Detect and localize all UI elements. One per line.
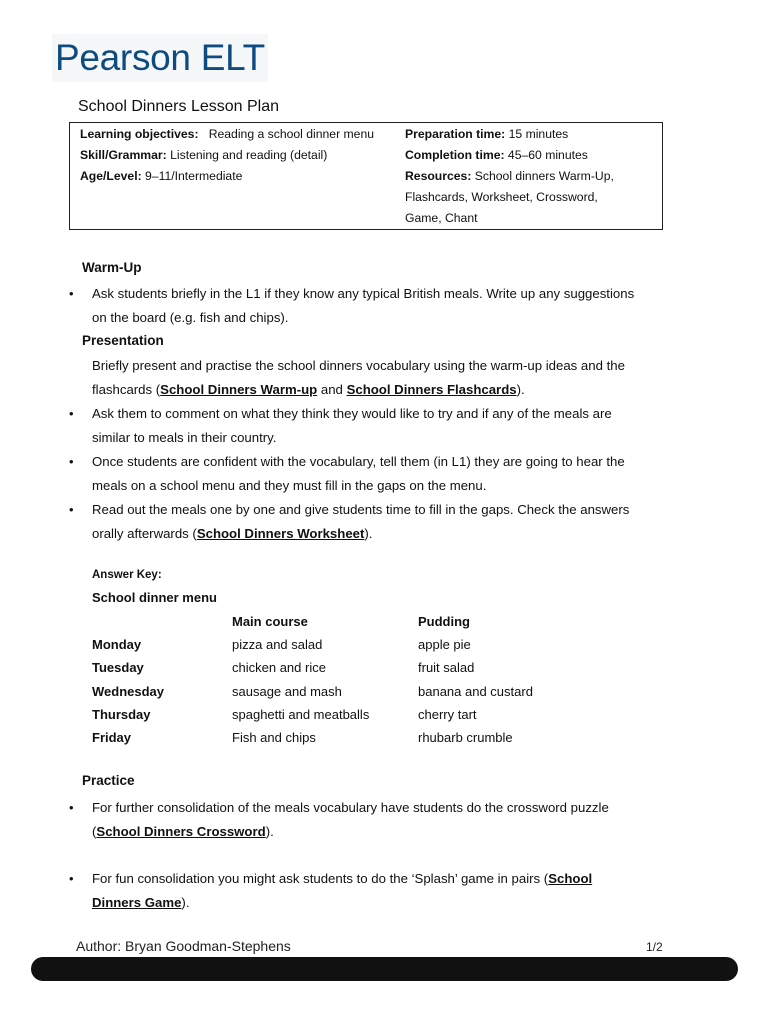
skill-value: Listening and reading (detail) (170, 148, 328, 162)
resources-label: Resources: (405, 169, 472, 183)
main-cell: pizza and salad (232, 637, 323, 653)
text-line (92, 378, 692, 402)
practice-heading: Practice (82, 773, 135, 788)
flashcards-resource-link[interactable]: School Dinners Flashcards (346, 382, 517, 397)
text-fragment: ). (181, 895, 190, 910)
presentation-bullet-2 (92, 450, 692, 498)
table-row (92, 726, 618, 749)
text-line (92, 820, 692, 844)
table-row (92, 680, 618, 703)
bullet-dot: • (69, 454, 74, 469)
age-line (80, 166, 400, 187)
text-line: meals on a school menu and they must fill in the gaps on the menu. (92, 478, 487, 493)
text-fragment: flashcards ( (92, 382, 161, 397)
table-row (92, 633, 618, 656)
text-fragment: For fun consolidation you might ask students to do the ‘Splash’ game in pairs ( (92, 871, 549, 886)
resources-line-2: Flashcards, Worksheet, Crossword, (405, 190, 598, 204)
text-line: Read out the meals one by one and give students time to fill in the gaps. Check the answers (92, 502, 630, 517)
main-cell: sausage and mash (232, 683, 342, 699)
bullet-dot: • (69, 502, 74, 517)
info-right-column (405, 124, 655, 229)
text-line: Briefly present and practise the school dinners vocabulary using the warm-up ideas and the (92, 358, 625, 373)
text-line (92, 522, 692, 546)
practice-bullet-1 (92, 796, 692, 844)
worksheet-resource-link[interactable]: School Dinners Worksheet (196, 526, 365, 541)
text-line: Once students are confident with the vocabulary, tell them (in L1) they are going to hear the (92, 454, 625, 469)
completion-value: 45–60 minutes (507, 148, 588, 162)
pearson-logo: Pearson ELT (52, 34, 268, 82)
text-line: on the board (e.g. fish and chips). (92, 310, 289, 325)
day-cell: Tuesday (92, 660, 144, 676)
objectives-label: Learning objectives: (80, 127, 199, 141)
crossword-resource-link[interactable]: School Dinners Crossword (96, 824, 266, 839)
main-cell: Fish and chips (232, 730, 316, 746)
text-fragment: ). (516, 382, 525, 397)
text-fragment: ( (92, 824, 97, 839)
game-resource-link[interactable]: School (548, 871, 593, 886)
table-row (92, 703, 618, 726)
page-number: 1/2 (646, 940, 663, 954)
prep-label: Preparation time: (405, 127, 506, 141)
pudding-cell: cherry tart (418, 706, 477, 722)
day-cell: Thursday (92, 706, 151, 722)
menu-title: School dinner menu (92, 590, 217, 605)
resources-line-3: Game, Chant (405, 211, 478, 225)
text-line: Ask them to comment on what they think they would like to try and if any of the meals are (92, 406, 612, 421)
text-line: Ask students briefly in the L1 if they know any typical British meals. Write up any suggestions (92, 286, 635, 301)
text-fragment: and (317, 382, 347, 397)
lesson-info-box (69, 122, 663, 230)
main-cell: spaghetti and meatballs (232, 706, 370, 722)
age-label: Age/Level: (80, 169, 142, 183)
text-fragment: ). (364, 526, 373, 541)
document-title: School Dinners Lesson Plan (78, 98, 280, 115)
answer-key-table (92, 610, 618, 749)
practice-bullet-2 (92, 867, 692, 915)
completion-label: Completion time: (405, 148, 505, 162)
footer-bar (31, 957, 738, 981)
objectives-value: Reading a school dinner menu (208, 127, 375, 141)
game-resource-link[interactable]: Dinners Game (92, 895, 182, 910)
info-left-column (80, 124, 400, 187)
text-line (92, 891, 692, 915)
presentation-bullet-1 (92, 402, 692, 450)
pudding-cell: rhubarb crumble (418, 730, 513, 746)
bullet-dot: • (69, 286, 74, 301)
bullet-dot: • (69, 406, 74, 421)
age-value: 9–11/Intermediate (145, 169, 243, 183)
warmup-heading: Warm-Up (82, 260, 142, 275)
skill-label: Skill/Grammar: (80, 148, 167, 162)
day-cell: Friday (92, 730, 132, 746)
day-cell: Wednesday (92, 683, 165, 699)
text-line: similar to meals in their country. (92, 430, 277, 445)
pudding-header: Pudding (418, 614, 470, 630)
day-column-header (92, 610, 232, 633)
objectives-line (80, 124, 400, 145)
text-line (92, 867, 692, 891)
prep-value: 15 minutes (508, 127, 569, 141)
table-header-row (92, 610, 618, 633)
day-cell: Monday (92, 637, 142, 653)
main-course-header: Main course (232, 614, 308, 630)
answer-key-label: Answer Key: (92, 569, 162, 581)
text-fragment: ). (265, 824, 274, 839)
presentation-paragraph (92, 354, 692, 402)
text-line: For further consolidation of the meals vocabulary have students do the crossword puzzle (92, 800, 609, 815)
bullet-dot: • (69, 871, 74, 886)
text-fragment: orally afterwards ( (92, 526, 197, 541)
warmup-resource-link[interactable]: School Dinners Warm-up (160, 382, 318, 397)
main-cell: chicken and rice (232, 660, 326, 676)
presentation-heading: Presentation (82, 333, 164, 348)
pudding-cell: apple pie (418, 637, 471, 653)
pudding-cell: banana and custard (418, 683, 533, 699)
resources-line (405, 166, 655, 187)
footer-author: Author: Bryan Goodman-Stephens (76, 938, 291, 954)
warmup-bullet-1 (92, 282, 692, 330)
prep-line (405, 124, 655, 145)
bullet-dot: • (69, 800, 74, 815)
completion-line (405, 145, 655, 166)
resources-value-1: School dinners Warm-Up, (474, 169, 614, 183)
table-row (92, 656, 618, 679)
presentation-bullet-3 (92, 498, 692, 546)
skill-line (80, 145, 400, 166)
pudding-cell: fruit salad (418, 660, 475, 676)
